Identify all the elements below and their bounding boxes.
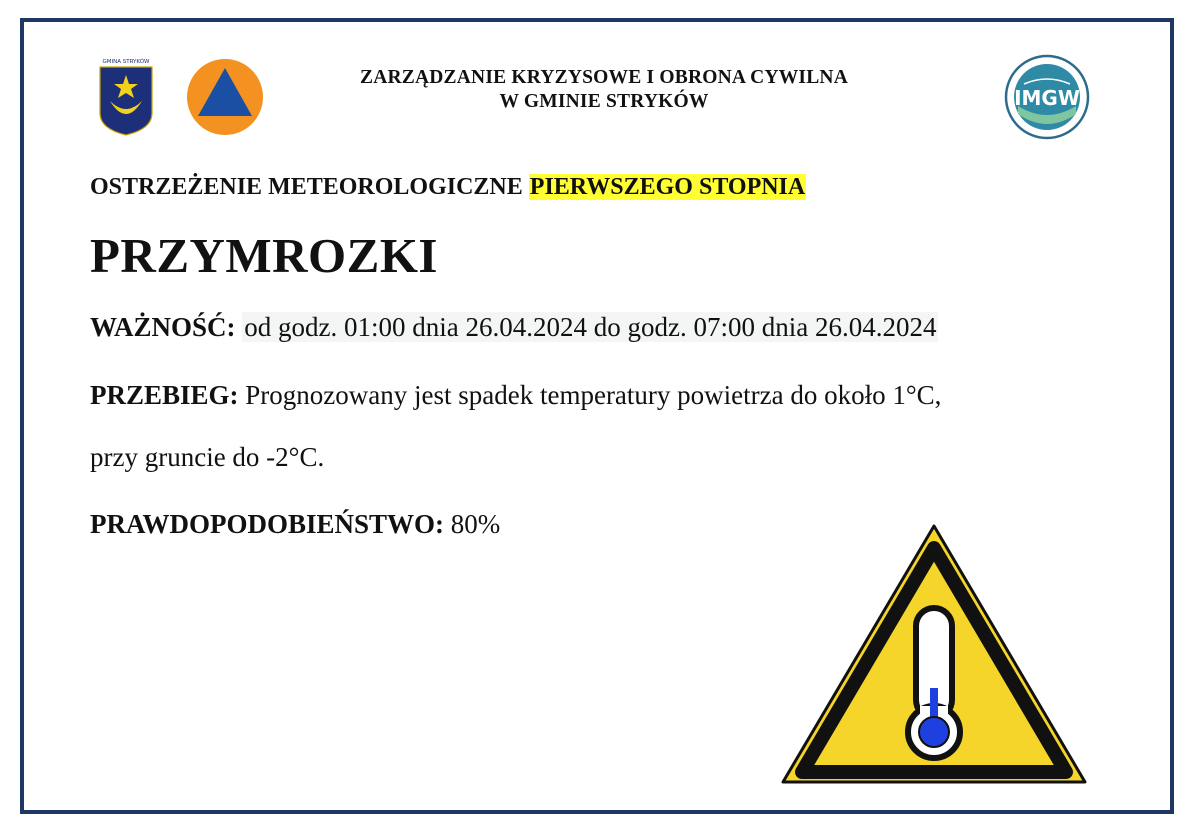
event-title: PRZYMROZKI xyxy=(90,228,438,283)
warning-prefix: OSTRZEŻENIE METEOROLOGICZNE xyxy=(90,174,523,200)
course-text-line1: Prognozowany jest spadek temperatury powietrza do około 1°C, xyxy=(245,380,942,410)
imgw-logo-icon xyxy=(1004,54,1090,140)
course-row xyxy=(90,380,941,411)
validity-row xyxy=(90,312,938,343)
probability-value: 80% xyxy=(450,509,501,539)
validity-label: WAŻNOŚĆ: xyxy=(90,312,236,342)
coat-of-arms-icon xyxy=(94,57,158,137)
header-title-line1: ZARZĄDZANIE KRYZYSOWE I OBRONA CYWILNA xyxy=(360,67,848,88)
header-title xyxy=(274,66,934,114)
course-text-line2: przy gruncie do -2°C. xyxy=(90,442,325,472)
imgw-logo-text: IMGW xyxy=(1014,86,1080,110)
notice-frame xyxy=(20,18,1174,814)
warning-degree: PIERWSZEGO STOPNIA xyxy=(529,174,806,200)
course-label: PRZEBIEG: xyxy=(90,380,239,410)
validity-value: od godz. 01:00 dnia 26.04.2024 do godz. 07:00 dnia 26.04.2024 xyxy=(244,312,937,342)
thermometer-icon xyxy=(908,608,960,758)
probability-row xyxy=(90,509,500,540)
warning-level-line xyxy=(90,174,806,201)
crest-caption: GMINA STRYKÓW xyxy=(102,59,150,65)
civil-defense-icon xyxy=(186,58,264,136)
header-title-line2: W GMINIE STRYKÓW xyxy=(499,91,709,112)
temperature-warning-icon xyxy=(779,520,1089,788)
probability-label: PRAWDOPODOBIEŃSTWO: xyxy=(90,509,445,539)
